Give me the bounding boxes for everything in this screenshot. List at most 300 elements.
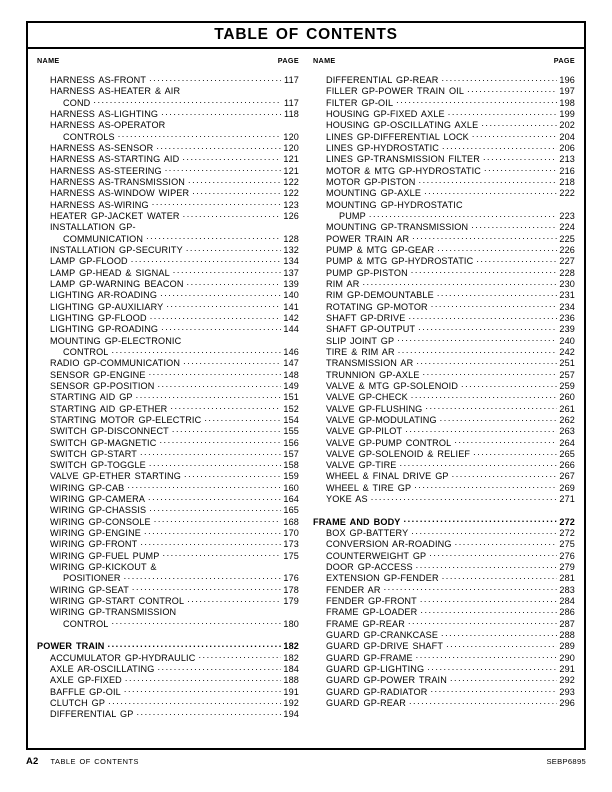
toc-entry-page-number: 279: [559, 562, 575, 573]
toc-entry[interactable]: [37, 267, 299, 278]
column-header-left: [28, 56, 306, 65]
toc-entry-label: STARTING AID GP-ETHER: [50, 403, 168, 414]
toc-entry-page-number: 122: [283, 188, 299, 199]
toc-entry-label: RADIO GP-COMMUNICATION: [50, 358, 181, 369]
toc-entry-label: FILLER GP-POWER TRAIN OIL: [326, 86, 465, 97]
toc-entry-label: LIGHTING GP-AUXILIARY: [50, 301, 164, 312]
toc-entry[interactable]: [37, 606, 299, 617]
toc-entry-page-number: 264: [559, 437, 575, 448]
toc-entry[interactable]: [37, 697, 299, 708]
toc-entry[interactable]: [37, 187, 299, 198]
toc-entry[interactable]: [37, 357, 299, 368]
dot-leader: [408, 312, 557, 321]
page-footer: [26, 756, 586, 767]
toc-entry[interactable]: [313, 640, 575, 651]
toc-entry-page-number: 272: [559, 528, 575, 539]
toc-entry[interactable]: [313, 437, 575, 448]
dot-leader: [127, 482, 281, 491]
toc-entry[interactable]: [37, 221, 299, 232]
toc-entry[interactable]: [313, 550, 575, 561]
toc-entry-page-number: 122: [283, 176, 299, 187]
toc-entry-label: WIRING GP-CAB: [50, 482, 125, 493]
toc-entry-page-number: 290: [559, 652, 575, 663]
toc-entry[interactable]: [37, 550, 299, 561]
toc-entry[interactable]: [37, 210, 299, 221]
toc-entry[interactable]: [313, 187, 575, 198]
toc-entry-page-number: 184: [283, 664, 299, 675]
toc-entry[interactable]: [313, 686, 575, 697]
toc-entry-label: COUNTERWEIGHT GP: [326, 550, 427, 561]
toc-entry[interactable]: [37, 323, 299, 334]
toc-entry[interactable]: [37, 346, 299, 357]
toc-column-left: [28, 74, 306, 720]
toc-entry[interactable]: [37, 448, 299, 459]
toc-entry-label: VALVE & MTG GP-SOLENOID: [326, 380, 459, 391]
toc-entry-page-number: 134: [283, 256, 299, 267]
toc-entry-page-number: 117: [284, 97, 299, 108]
toc-entry-label: GUARD GP-CRANKCASE: [326, 630, 439, 641]
dot-leader: [471, 221, 557, 230]
dot-leader: [423, 369, 557, 378]
dot-leader: [396, 97, 557, 106]
dot-leader: [149, 74, 281, 83]
toc-entry[interactable]: [37, 674, 299, 685]
toc-entry[interactable]: [37, 278, 299, 289]
toc-entry[interactable]: [37, 572, 299, 583]
toc-entry-label: LAMP GP-WARNING BEACON: [50, 278, 184, 289]
toc-entry[interactable]: [37, 108, 299, 119]
dot-leader: [136, 391, 281, 400]
toc-entry-page-number: 263: [559, 426, 575, 437]
dot-leader: [166, 301, 281, 310]
toc-entry-label: HARNESS AS-TRANSMISSION: [50, 176, 186, 187]
toc-entry[interactable]: [313, 97, 575, 108]
toc-entry-label: HARNESS AS-OPERATOR: [50, 120, 166, 131]
toc-entry-label: HARNESS AS-SENSOR: [50, 142, 154, 153]
toc-entry-page-number: 260: [559, 392, 575, 403]
toc-entry-label: SHAFT GP-OUTPUT: [326, 324, 416, 335]
toc-entry[interactable]: [313, 267, 575, 278]
toc-entry-label: HARNESS AS-LIGHTING: [50, 108, 159, 119]
toc-entry-label: MOTOR & MTG GP-HYDROSTATIC: [326, 165, 482, 176]
toc-entry[interactable]: [37, 663, 299, 674]
toc-entry-page-number: 144: [283, 324, 299, 335]
dot-leader: [466, 199, 557, 208]
toc-entry[interactable]: [37, 425, 299, 436]
dot-leader: [161, 108, 281, 117]
toc-entry[interactable]: [313, 221, 575, 232]
toc-entry[interactable]: [37, 335, 299, 346]
toc-entry-label: CONTROL: [63, 618, 109, 629]
toc-entry-page-number: 137: [283, 267, 299, 278]
toc-entry[interactable]: [313, 618, 575, 629]
dot-leader: [118, 131, 281, 140]
toc-entry[interactable]: [37, 493, 299, 504]
dot-leader: [452, 470, 557, 479]
toc-entry[interactable]: [37, 244, 299, 255]
toc-entry[interactable]: [37, 391, 299, 402]
toc-entry[interactable]: [37, 97, 299, 108]
toc-entry-page-number: 262: [559, 414, 575, 425]
toc-entry[interactable]: [313, 527, 575, 538]
toc-entry-label: WHEEL & TIRE GP: [326, 482, 412, 493]
toc-entry[interactable]: [313, 323, 575, 334]
toc-entry[interactable]: [313, 278, 575, 289]
toc-entry-page-number: 198: [559, 97, 575, 108]
toc-entry[interactable]: [313, 674, 575, 685]
toc-entry[interactable]: [37, 255, 299, 266]
toc-entry[interactable]: [313, 74, 575, 85]
toc-entry-page-number: 118: [284, 108, 299, 119]
toc-entry[interactable]: [37, 142, 299, 153]
toc-entry-label: SHAFT GP-DRIVE: [326, 312, 406, 323]
toc-entry[interactable]: [313, 652, 575, 663]
toc-entry[interactable]: [37, 414, 299, 425]
dot-leader: [405, 425, 557, 434]
toc-entry[interactable]: [313, 233, 575, 244]
toc-entry-page-number: 266: [559, 460, 575, 471]
dot-leader: [144, 527, 281, 536]
toc-entry[interactable]: [313, 289, 575, 300]
toc-entry[interactable]: [37, 199, 299, 210]
toc-entry-label: COMMUNICATION: [63, 233, 144, 244]
toc-entry[interactable]: [37, 538, 299, 549]
toc-entry[interactable]: [313, 85, 575, 96]
toc-entry-label: HARNESS AS-STEERING: [50, 165, 162, 176]
toc-entry[interactable]: [313, 572, 575, 583]
dot-leader: [156, 142, 281, 151]
toc-entry-label: SENSOR GP-POSITION: [50, 380, 155, 391]
dot-leader: [179, 606, 281, 615]
dot-leader: [187, 278, 281, 287]
dot-leader: [384, 584, 557, 593]
toc-entry-label: SLIP JOINT GP: [326, 335, 395, 346]
toc-entry-page-number: 197: [559, 86, 575, 97]
toc-entry-label: TIRE & RIM AR: [326, 346, 395, 357]
toc-entry[interactable]: [313, 255, 575, 266]
toc-entry[interactable]: [37, 301, 299, 312]
toc-entry-page-number: 292: [559, 675, 575, 686]
toc-entry-label: VALVE GP-MODULATING: [326, 414, 437, 425]
dot-leader: [170, 403, 281, 412]
dot-leader: [112, 346, 281, 355]
toc-entry-label: HARNESS AS-HEATER & AIR: [50, 86, 181, 97]
toc-entry-label: VALVE GP-FLUSHING: [326, 403, 423, 414]
toc-entry[interactable]: [313, 448, 575, 459]
dot-leader: [124, 572, 281, 581]
dot-leader: [440, 414, 557, 423]
toc-entry-label: BAFFLE GP-OIL: [50, 686, 121, 697]
toc-entry-page-number: 149: [283, 380, 299, 391]
dot-leader: [427, 663, 557, 672]
toc-entry[interactable]: [313, 470, 575, 481]
toc-entry-label: FENDER GP-FRONT: [326, 596, 417, 607]
toc-entry[interactable]: [313, 142, 575, 153]
column-header-right: [306, 56, 584, 65]
toc-entry[interactable]: [37, 380, 299, 391]
toc-entry-page-number: 228: [559, 267, 575, 278]
toc-entry[interactable]: [37, 437, 299, 448]
toc-entry-page-number: 284: [559, 596, 575, 607]
dot-leader: [467, 85, 557, 94]
dot-leader: [146, 233, 281, 242]
toc-entry-page-number: 152: [283, 403, 299, 414]
dot-leader: [419, 176, 557, 185]
dot-leader: [400, 459, 557, 468]
toc-entry[interactable]: [313, 391, 575, 402]
toc-entry-label: LIGHTING GP-ROADING: [50, 324, 159, 335]
dot-leader: [461, 380, 557, 389]
toc-entry[interactable]: [37, 595, 299, 606]
toc-entry[interactable]: [313, 210, 575, 221]
toc-entry-label: MOUNTING GP-AXLE: [326, 188, 422, 199]
toc-entry[interactable]: [313, 301, 575, 312]
toc-entry-page-number: 288: [559, 630, 575, 641]
toc-entry-page-number: 158: [283, 460, 299, 471]
toc-entry-page-number: 289: [559, 641, 575, 652]
toc-entry-page-number: 265: [559, 448, 575, 459]
toc-entry[interactable]: [313, 176, 575, 187]
toc-entry-label: MOUNTING GP-TRANSMISSION: [326, 222, 469, 233]
toc-entry-label: LIGHTING AR-ROADING: [50, 290, 158, 301]
toc-entry-page-number: 296: [559, 698, 575, 709]
toc-entry-page-number: 206: [559, 142, 575, 153]
toc-entry[interactable]: [37, 176, 299, 187]
toc-entry-page-number: 287: [559, 618, 575, 629]
toc-entry[interactable]: [313, 346, 575, 357]
dot-leader: [150, 312, 281, 321]
dot-leader: [431, 301, 557, 310]
dot-leader: [425, 403, 557, 412]
toc-entry[interactable]: [37, 618, 299, 629]
toc-entry[interactable]: [313, 493, 575, 504]
toc-entry[interactable]: [37, 504, 299, 515]
toc-entry-label: COND: [63, 97, 91, 108]
toc-entry[interactable]: [313, 312, 575, 323]
dot-leader: [446, 640, 557, 649]
dot-leader: [429, 550, 557, 559]
toc-entry-label: MOUNTING GP-ELECTRONIC: [50, 335, 182, 346]
dot-leader: [139, 221, 281, 230]
toc-entry[interactable]: [313, 380, 575, 391]
dot-leader: [157, 380, 281, 389]
toc-entry[interactable]: [313, 663, 575, 674]
toc-entry-label: HARNESS AS-WIRING: [50, 199, 149, 210]
toc-entry-page-number: 141: [283, 301, 299, 312]
toc-entry[interactable]: [313, 357, 575, 368]
toc-entry[interactable]: [37, 686, 299, 697]
toc-entry[interactable]: [37, 403, 299, 414]
toc-entry-label: YOKE AS: [326, 494, 368, 505]
toc-section-heading[interactable]: [37, 640, 299, 651]
toc-entry[interactable]: [37, 561, 299, 572]
dot-leader: [483, 153, 557, 162]
dot-leader: [124, 686, 281, 695]
toc-entry[interactable]: [37, 369, 299, 380]
toc-entry[interactable]: [37, 516, 299, 527]
toc-entry-page-number: 218: [559, 176, 575, 187]
toc-entry[interactable]: [313, 403, 575, 414]
toc-entry-page-number: 148: [283, 369, 299, 380]
toc-entry-label: CONTROL: [63, 346, 109, 357]
toc-entry-label: POWER TRAIN: [37, 641, 105, 652]
toc-entry[interactable]: [313, 595, 575, 606]
toc-entry[interactable]: [37, 470, 299, 481]
toc-entry-label: LAMP GP-FLOOD: [50, 256, 128, 267]
toc-entry[interactable]: [313, 369, 575, 380]
toc-entry[interactable]: [313, 584, 575, 595]
toc-entry-page-number: 196: [559, 75, 575, 85]
toc-entry-page-number: 120: [283, 131, 299, 142]
toc-entry[interactable]: [37, 74, 299, 85]
toc-entry-label: ACCUMULATOR GP-HYDRAULIC: [50, 652, 196, 663]
toc-entry[interactable]: [313, 459, 575, 470]
toc-entry-page-number: 281: [559, 573, 575, 584]
dot-leader: [442, 142, 557, 151]
toc-entry[interactable]: [313, 153, 575, 164]
toc-entry[interactable]: [313, 606, 575, 617]
dot-leader: [442, 572, 557, 581]
toc-entry[interactable]: [37, 527, 299, 538]
dot-leader: [131, 255, 281, 264]
toc-entry[interactable]: [37, 131, 299, 142]
toc-entry-label: VALVE GP-TIRE: [326, 460, 397, 471]
dot-leader: [183, 85, 281, 94]
dot-leader: [409, 697, 557, 706]
toc-entry-page-number: 121: [283, 154, 299, 165]
dot-leader: [160, 289, 281, 298]
toc-entry[interactable]: [313, 335, 575, 346]
toc-entry[interactable]: [37, 153, 299, 164]
toc-entry-page-number: 170: [283, 528, 299, 539]
toc-entry-label: VALVE GP-ETHER STARTING: [50, 471, 181, 482]
footer-page-number: A2: [26, 756, 39, 767]
toc-entry-page-number: 160: [283, 482, 299, 493]
toc-entry[interactable]: [37, 119, 299, 130]
toc-entry[interactable]: [37, 652, 299, 663]
toc-entry-page-number: 154: [283, 414, 299, 425]
toc-entry[interactable]: [37, 289, 299, 300]
toc-entry-page-number: 267: [559, 471, 575, 482]
toc-entry-page-number: 222: [559, 188, 575, 199]
toc-entry-page-number: 168: [283, 516, 299, 527]
toc-entry[interactable]: [313, 414, 575, 425]
toc-entry[interactable]: [313, 119, 575, 130]
toc-entry-page-number: 199: [559, 108, 575, 119]
toc-entry-page-number: 259: [559, 380, 575, 391]
toc-entry-page-number: 128: [283, 233, 299, 244]
toc-entry-page-number: 226: [559, 244, 575, 255]
toc-entry[interactable]: [313, 108, 575, 119]
dot-leader: [362, 278, 557, 287]
toc-entry-page-number: 188: [283, 675, 299, 686]
toc-entry-label: CONTROLS: [63, 131, 115, 142]
toc-entry-label: WIRING GP-CAMERA: [50, 494, 146, 505]
toc-entry-label: HOUSING GP-OSCILLATING AXLE: [326, 120, 479, 131]
toc-entry-label: DOOR GP-ACCESS: [326, 562, 413, 573]
toc-entry-label: WIRING GP-TRANSMISSION: [50, 607, 177, 618]
toc-entry[interactable]: [313, 629, 575, 640]
toc-entry[interactable]: [37, 584, 299, 595]
toc-entry[interactable]: [37, 482, 299, 493]
toc-entry[interactable]: [313, 244, 575, 255]
toc-entry-page-number: 155: [283, 426, 299, 437]
toc-entry-label: TRANSMISSION AR: [326, 358, 414, 369]
toc-entry[interactable]: [313, 482, 575, 493]
dot-leader: [371, 493, 557, 502]
toc-entry[interactable]: [37, 708, 299, 719]
dot-leader: [140, 538, 281, 547]
toc-entry[interactable]: [313, 425, 575, 436]
toc-entry-page-number: 223: [559, 210, 575, 221]
toc-entry-label: AXLE GP-FIXED: [50, 675, 122, 686]
dot-leader: [172, 425, 281, 434]
dot-leader: [448, 108, 557, 117]
toc-entry-page-number: 142: [283, 312, 299, 323]
toc-entry-label: GUARD GP-FRAME: [326, 652, 413, 663]
table-of-contents-frame: [26, 21, 586, 750]
toc-entry-label: RIM AR: [326, 278, 360, 289]
dot-leader: [411, 391, 557, 400]
toc-entry-page-number: 271: [559, 494, 575, 505]
toc-entry[interactable]: [37, 233, 299, 244]
footer-title: TABLE OF CONTENTS: [50, 757, 139, 766]
dot-leader: [136, 708, 281, 717]
dot-leader: [204, 414, 281, 423]
toc-entry-page-number: 236: [559, 312, 575, 323]
dot-leader: [125, 674, 281, 683]
toc-entry-page-number: 182: [283, 641, 299, 652]
dot-leader: [165, 165, 281, 174]
toc-entry-label: FILTER GP-OIL: [326, 97, 394, 108]
toc-entry-label: SWITCH GP-MAGNETIC: [50, 437, 157, 448]
dot-leader: [437, 244, 557, 253]
toc-entry-page-number: 146: [283, 346, 299, 357]
dot-leader: [149, 369, 281, 378]
toc-entry[interactable]: [313, 131, 575, 142]
toc-entry[interactable]: [313, 199, 575, 210]
toc-entry[interactable]: [37, 85, 299, 96]
toc-entry-label: SWITCH GP-TOGGLE: [50, 460, 146, 471]
dot-leader: [420, 595, 557, 604]
dot-leader: [398, 346, 557, 355]
dot-leader: [183, 357, 281, 366]
toc-entry-label: PUMP & MTG GP-GEAR: [326, 244, 435, 255]
toc-entry-label: WIRING GP-CONSOLE: [50, 516, 151, 527]
toc-column-right: [306, 74, 584, 720]
toc-entry[interactable]: [313, 697, 575, 708]
toc-entry-label: POWER TRAIN AR: [326, 233, 410, 244]
toc-entry-label: TRUNNION GP-AXLE: [326, 369, 420, 380]
toc-section-heading[interactable]: [313, 516, 575, 527]
dot-leader: [411, 527, 557, 536]
toc-entry-label: EXTENSION GP-FENDER: [326, 573, 439, 584]
toc-entry[interactable]: [313, 165, 575, 176]
dot-leader: [140, 448, 281, 457]
dot-leader: [186, 244, 281, 253]
toc-entry[interactable]: [37, 165, 299, 176]
dot-leader: [416, 561, 557, 570]
dot-leader: [168, 119, 281, 128]
toc-entry[interactable]: [313, 561, 575, 572]
dot-leader: [160, 561, 281, 570]
toc-entry[interactable]: [37, 312, 299, 323]
toc-entry-label: MOUNTING GP-HYDROSTATIC: [326, 199, 463, 210]
dot-leader: [187, 595, 281, 604]
dot-leader: [397, 335, 557, 344]
toc-entry[interactable]: [313, 538, 575, 549]
toc-entry[interactable]: [37, 459, 299, 470]
